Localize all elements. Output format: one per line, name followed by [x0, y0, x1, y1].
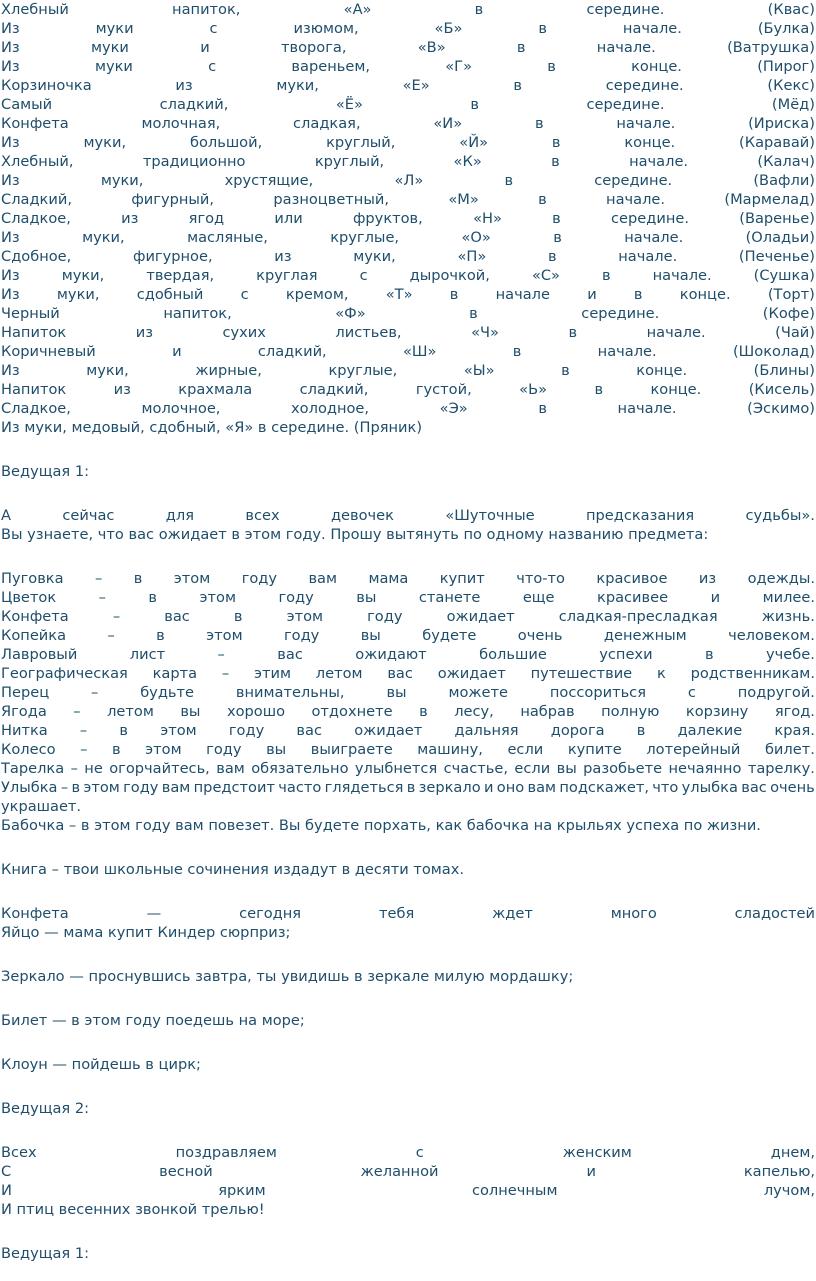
riddle-line: Коричневый и сладкий, «Ш» в начале. (Шоколад) [1, 343, 815, 360]
prediction-book: Книга – твои школьные сочинения издадут в десяти томах. [1, 861, 464, 878]
riddle-line: Сладкое, молочное, холодное, «Э» в начале. (Эскимо) [1, 400, 815, 417]
prediction-ticket: Билет — в этом году поедешь на море; [1, 1012, 305, 1029]
prediction-line: Колесо – в этом году вы выиграете машину, если купите лотерейный билет. [1, 741, 815, 758]
prediction-line: Тарелка – не огорчайтесь, вам обязательно улыбнется счастье, если вы разобьете нечаянно тарелку. [1, 760, 815, 777]
poem-line: С весной желанной и капелью, [1, 1163, 815, 1180]
prediction-line: Географическая карта – этим летом вас ожидает путешествие к родственникам. [1, 665, 815, 682]
riddle-line: Из муки и творога, «В» в начале. (Ватрушка) [1, 39, 815, 56]
riddle-line: Хлебный, традиционно круглый, «К» в начале. (Калач) [1, 153, 815, 170]
riddle-line: Сладкий, фигурный, разноцветный, «М» в начале. (Мармелад) [1, 191, 815, 208]
prediction-line: Цветок – в этом году вы станете еще красивее и милее. [1, 589, 815, 606]
prediction-line: Лавровый лист – вас ожидают большие успехи в учебе. [1, 646, 815, 663]
prediction-list [0, 569, 816, 797]
riddle-line: Сдобное, фигурное, из муки, «П» в начале. (Печенье) [1, 248, 815, 265]
riddle-line: Конфета молочная, сладкая, «И» в начале. (Ириска) [1, 115, 815, 132]
poem-last-line: И птиц весенних звонкой трелью! [1, 1201, 265, 1218]
riddle-line: Из муки с вареньем, «Г» в конце. (Пирог) [1, 58, 815, 75]
prediction-line: Ягода – летом вы хорошо отдохнете в лесу, набрав полную корзину ягод. [1, 703, 815, 720]
intro-line-2: Вы узнаете, что вас ожидает в этом году. Прошу вытянуть по одному названию предмета: [1, 526, 709, 543]
riddle-line: Из муки, твердая, круглая с дырочкой, «С» в начале. (Сушка) [1, 267, 815, 284]
riddle-line: Корзиночка из муки, «Е» в середине. (Кекс) [1, 77, 815, 94]
riddle-line: Из муки, хрустящие, «Л» в середине. (Вафли) [1, 172, 815, 189]
poem [0, 1143, 816, 1200]
riddle-line: Из муки, масляные, круглые, «О» в начале. (Оладьи) [1, 229, 815, 246]
intro-line-1: А сейчас для всех девочек «Шуточные предсказания судьбы». [1, 507, 815, 524]
host1-label: Ведущая 1: [1, 463, 90, 480]
riddle-line: Самый сладкий, «Ё» в середине. (Мёд) [1, 96, 815, 113]
riddle-line: Из муки с изюмом, «Б» в начале. (Булка) [1, 20, 815, 37]
riddle-last: Из муки, медовый, сдобный, «Я» в середине. (Пряник) [1, 419, 423, 436]
host2-label: Ведущая 2: [1, 1100, 90, 1117]
riddle-line: Напиток из сухих листьев, «Ч» в начале. (Чай) [1, 324, 815, 341]
riddle-line: Хлебный напиток, «А» в середине. (Квас) [1, 1, 815, 18]
host1-label-again: Ведущая 1: [1, 1245, 90, 1262]
prediction-candy-2: Конфета — сегодня тебя ждет много сладостей [1, 905, 815, 922]
prediction-mirror: Зеркало — проснувшись завтра, ты увидишь в зеркале милую мордашку; [1, 968, 574, 985]
prediction-line: Улыбка – в этом году вам предстоит часто глядеться в зеркало и оно вам подскажет, что улыбка вас очень [1, 779, 815, 796]
prediction-line: Копейка – в этом году вы будете очень денежным человеком. [1, 627, 815, 644]
prediction-smile-end: украшает. [1, 798, 82, 815]
riddle-line: Из муки, сдобный с кремом, «Т» в начале и в конце. (Торт) [1, 286, 815, 303]
prediction-butterfly: Бабочка – в этом году вам повезет. Вы будете порхать, как бабочка на крыльях успеха по жизни. [1, 817, 761, 834]
riddle-line: Черный напиток, «Ф» в середине. (Кофе) [1, 305, 815, 322]
prediction-line: Пуговка – в этом году вам мама купит что-то красивое из одежды. [1, 570, 815, 587]
prediction-line: Перец – будьте внимательны, вы можете поссориться с подругой. [1, 684, 815, 701]
riddle-line: Напиток из крахмала сладкий, густой, «Ь» в конце. (Кисель) [1, 381, 815, 398]
prediction-line: Конфета – вас в этом году ожидает сладкая-пресладкая жизнь. [1, 608, 815, 625]
poem-line: И ярким солнечным лучом, [1, 1182, 815, 1199]
riddle-line: Сладкое, из ягод или фруктов, «Н» в середине. (Варенье) [1, 210, 815, 227]
riddle-line: Из муки, большой, круглый, «Й» в конце. (Каравай) [1, 134, 815, 151]
poem-line: Всех поздравляем с женским днем, [1, 1144, 815, 1161]
prediction-egg: Яйцо — мама купит Киндер сюрприз; [1, 924, 291, 941]
prediction-clown: Клоун — пойдешь в цирк; [1, 1056, 201, 1073]
riddle-line: Из муки, жирные, круглые, «Ы» в конце. (Блины) [1, 362, 815, 379]
riddle-list [0, 0, 816, 418]
prediction-line: Нитка – в этом году вас ожидает дальняя дорога в далекие края. [1, 722, 815, 739]
